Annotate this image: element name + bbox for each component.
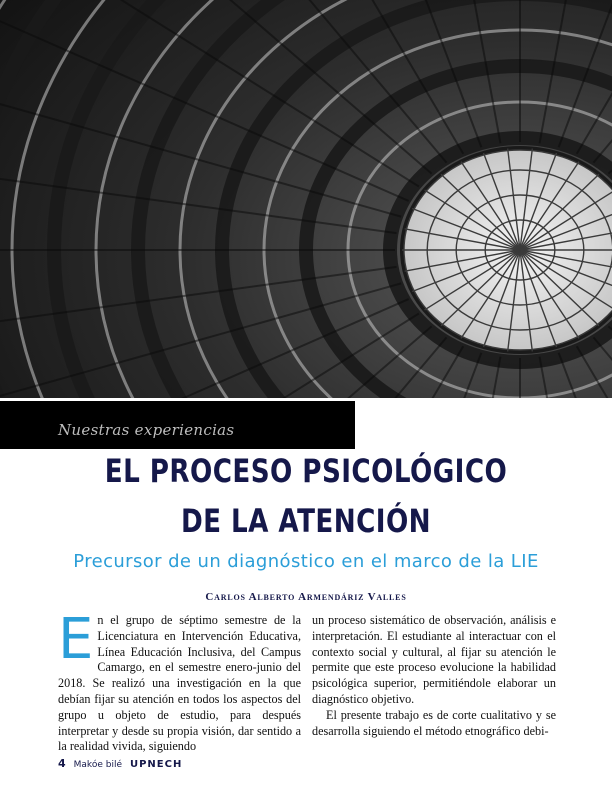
body-column-right — [312, 613, 556, 739]
university-name: UPNECH — [129, 759, 183, 770]
section-label: Nuestras experiencias — [58, 421, 235, 439]
page-footer — [58, 757, 182, 770]
section-banner — [0, 401, 355, 449]
paragraph-text: n el grupo de séptimo semestre de la Licenciatura en Intervención Educativa, Línea Educación Inclusiva, del Campus Camargo, en el semestre enero-junio del 2018. Se realizó una investigación en la que debían fijar su atención en todos los aspectos del grupo u objeto de estudio, para después interpretar y desde su propia visión, dar sentido a la realidad vivida, siguiendo — [58, 613, 301, 754]
article-title-line-1: EL PROCESO PSICOLÓGICO — [104, 452, 508, 490]
article-subtitle: Precursor de un diagnóstico en el marco de la LIE — [73, 551, 539, 572]
article-author: Carlos Alberto Armendáriz Valles — [205, 591, 407, 603]
body-paragraph: un proceso sistemático de observación, análisis e interpretación. El estudiante al interactuar con el contexto social y cultural, al fijar su atención le permite que este proceso evolucione la habilidad psicológica superior, permitiéndole elaborar un diagnóstico objetivo. — [312, 613, 556, 706]
body-paragraph: El presente trabajo es de corte cualitativo y se desarrolla siguiendo el método etnográfico debi- — [312, 707, 556, 738]
page-number: 4 — [58, 757, 66, 770]
drop-cap: E — [58, 607, 94, 672]
body-column-left — [58, 607, 301, 755]
magazine-name: Makóe bilé — [73, 760, 122, 770]
body-paragraph — [58, 607, 301, 755]
article-title-line-2: DE LA ATENCIÓN — [180, 502, 432, 540]
